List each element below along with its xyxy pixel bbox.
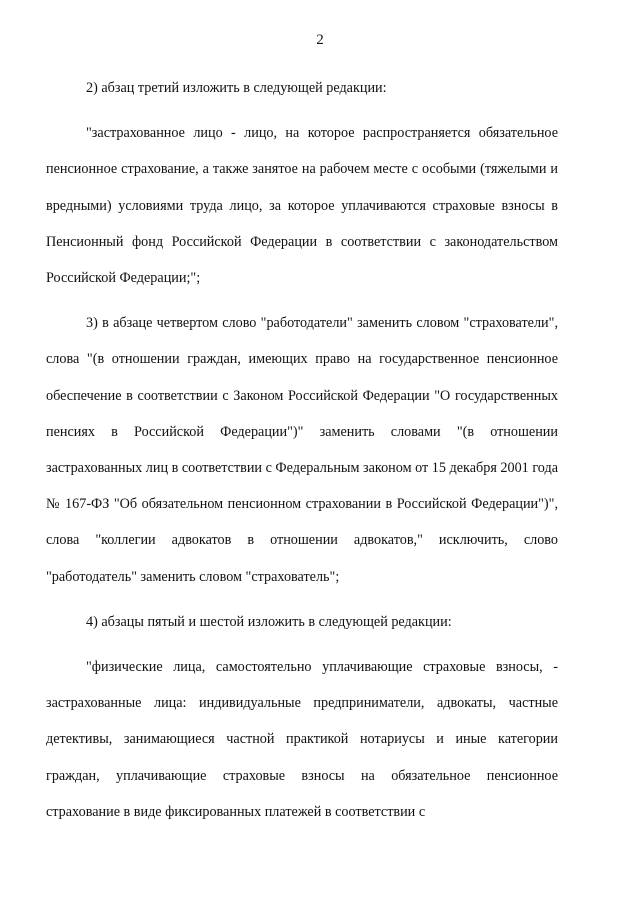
- page-number: 2: [316, 32, 324, 48]
- document-body: [46, 70, 558, 830]
- insured-person-definition-paragraph: "застрахованное лицо - лицо, на которое распространяется обязательное пенсионное страхование, а также занятое на рабочем месте с особыми (тяжелыми и вредными) условиями труда лицо, за которое уплачиваются страховые взносы в Пенсионный фонд Российской Федерации в соответствии с законодательством Российской Федерации;";: [46, 125, 558, 287]
- paragraph-item-2: 2) абзац третий изложить в следующей редакции:: [86, 80, 387, 96]
- individuals-definition-paragraph: "физические лица, самостоятельно уплачивающие страховые взносы, - застрахованные лица: индивидуальные предприниматели, адвокаты, частные детективы, занимающиеся частной практикой нотариусы и иные категории граждан, уплачивающие страховые взносы на обязательное пенсионное страхование в виде фиксированных платежей в соответствии с: [46, 659, 558, 820]
- paragraph-item-4: 4) абзацы пятый и шестой изложить в следующей редакции:: [86, 613, 452, 630]
- paragraph-item-3: 3) в абзаце четвертом слово "работодатели" заменить словом "страхователи", слова "(в отношении граждан, имеющих право на государственное пенсионное обеспечение в соответствии с Законом Российской Федерации "О государственных пенсиях в Российской Федерации")" заменить словами "(в отношении застрахованных лиц в соответствии с Федеральным законом от 15 декабря 2001 года № 167-ФЗ "Об обязательном пенсионном страховании в Российской Федерации")", слова "коллегии адвокатов в отношении адвокатов," исключить, слово "работодатель" заменить словом "страхователь";: [46, 315, 558, 585]
